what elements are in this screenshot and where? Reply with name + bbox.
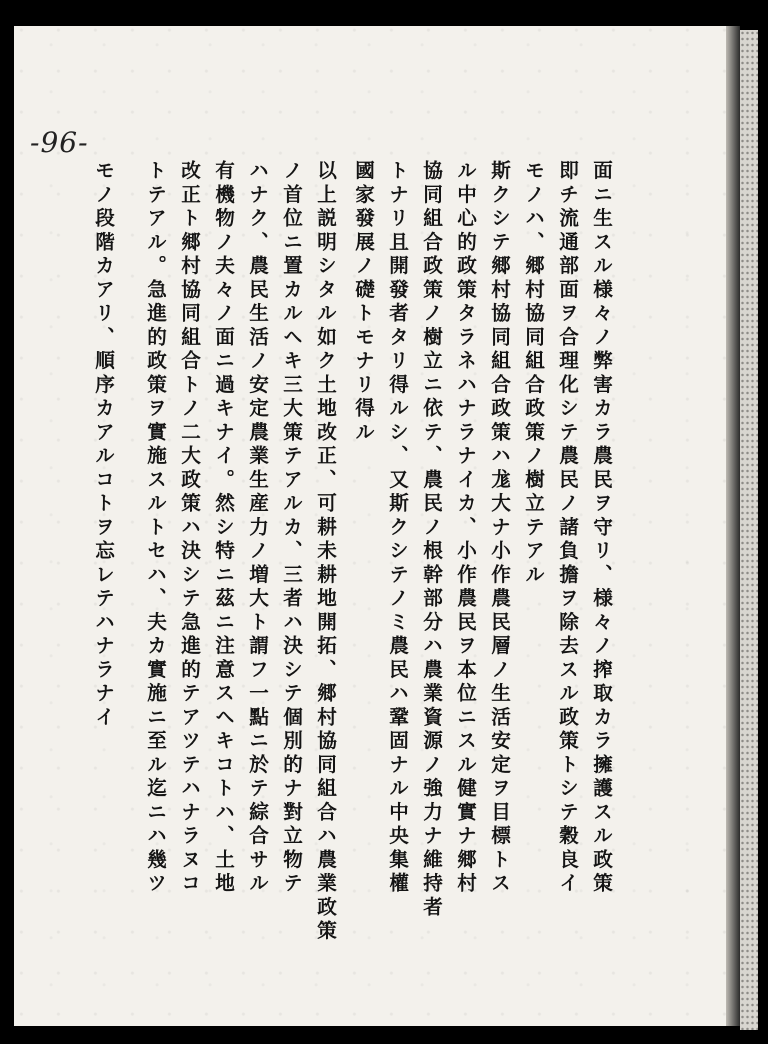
text-column-3: モノハ、郷村協同組合政策ノ樹立テアル	[521, 160, 545, 588]
text-column-9: 以上説明シタル如ク土地改正、可耕未耕地開拓、郷村協同組合ハ農業政策	[313, 160, 337, 944]
adjacent-page-strip	[740, 30, 758, 1030]
page-number: -96-	[30, 126, 89, 159]
text-column-14: トテアル。急進的政策ヲ實施スルトセハ、夫カ實施ニ至ル迄ニハ幾ツ	[143, 160, 167, 897]
text-column-8: 國家發展ノ礎トモナリ得ル	[351, 160, 375, 445]
text-column-7: トナリ且開發者タリ得ルシ、又斯クシテノミ農民ハ鞏固ナル中央集權	[385, 160, 409, 897]
text-column-5: ル中心的政策タラネハナラナイカ、小作農民ヲ本位ニスル健實ナ郷村	[453, 160, 477, 897]
text-column-6: 協同組合政策ノ樹立ニ依テ、農民ノ根幹部分ハ農業資源ノ強力ナ維持者	[419, 160, 443, 920]
text-column-11: ハナク、農民生活ノ安定農業生産力ノ増大ト謂フ一點ニ於テ綜合サル	[245, 160, 269, 897]
text-column-12: 有機物ノ夫々ノ面ニ過キナイ。然シ特ニ茲ニ注意スヘキコトハ、土地	[211, 160, 235, 897]
text-column-10: ノ首位ニ置カルヘキ三大策テアルカ、三者ハ決シテ個別的ナ對立物テ	[279, 160, 303, 897]
text-column-1: 面ニ生スル様々ノ弊害カラ農民ヲ守リ、様々ノ搾取カラ擁護スル政策	[589, 160, 613, 897]
text-column-4: 斯クシテ郷村協同組合政策ハ尨大ナ小作農民層ノ生活安定ヲ目標トス	[487, 160, 511, 897]
text-column-15: モノ段階カアリ、順序カアルコトヲ忘レテハナラナイ	[91, 160, 115, 730]
text-column-2: 即チ流通部面ヲ合理化シテ農民ノ諸負擔ヲ除去スル政策トシテ穀良イ	[555, 160, 579, 897]
page-edge-shadow	[726, 26, 740, 1026]
text-column-13: 改正ト郷村協同組合トノ二大政策ハ決シテ急進的テアツテハナラヌコ	[177, 160, 201, 897]
